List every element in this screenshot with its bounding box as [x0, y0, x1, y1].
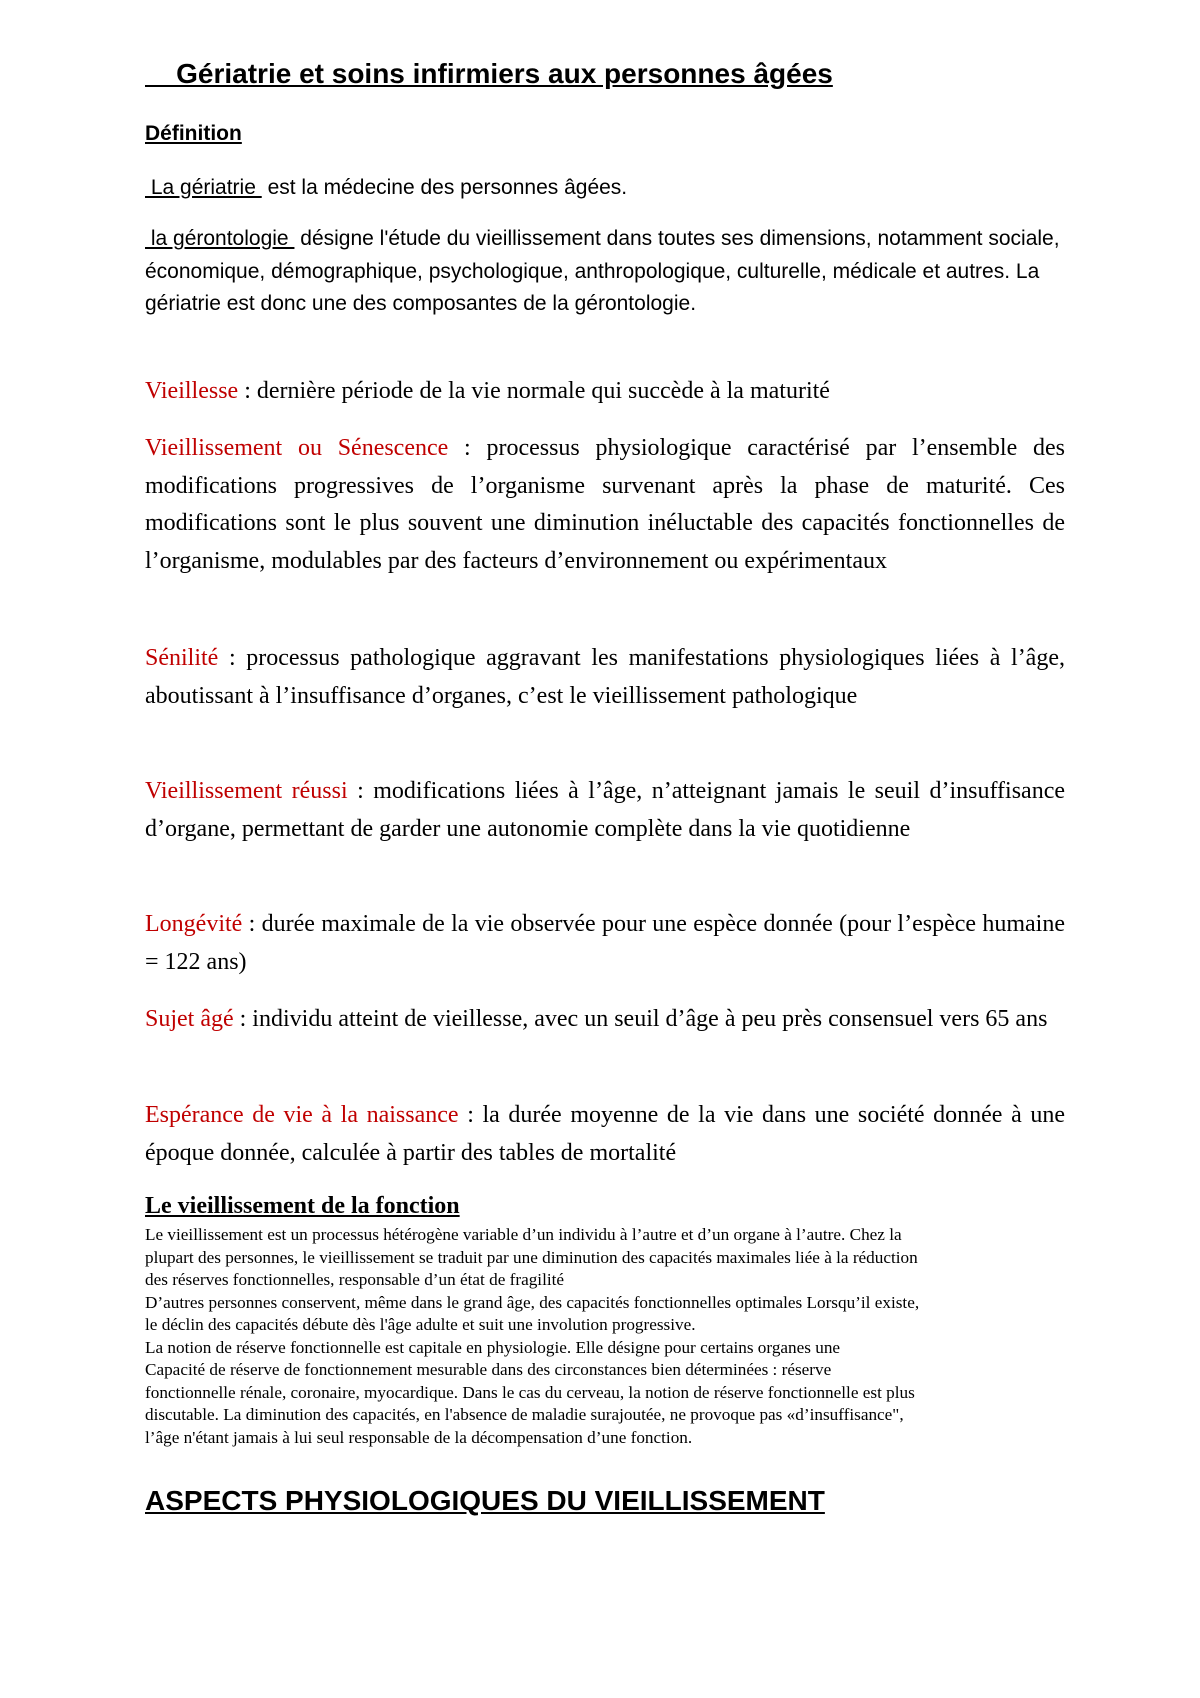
- geriatrie-text: est la médecine des personnes âgées.: [261, 176, 628, 199]
- section-line: plupart des personnes, le vieillissement se traduit par une diminution des capacités maximales liée à la réduction: [145, 1247, 918, 1267]
- section-heading: Le vieillissement de la fonction: [145, 1193, 460, 1219]
- definition-text: : processus pathologique aggravant les manifestations physiologiques liées à l’âge, aboutissant à l’insuffisance d’organes, c’est le vieillissement pathologique: [145, 645, 1065, 709]
- definition-heading: Définition: [145, 122, 242, 145]
- document-title: Gériatrie et soins infirmiers aux personnes âgées: [145, 58, 833, 89]
- definition-vieillissement-reussi: [145, 773, 1065, 848]
- definition-vieillissement: [145, 430, 1065, 580]
- definition-longevite: [145, 906, 1065, 981]
- section-line: discutable. La diminution des capacités, en l'absence de maladie surajoutée, ne provoque pas «d’insuffisance",: [145, 1405, 904, 1424]
- section-line: fonctionnelle rénale, coronaire, myocardique. Dans le cas du cerveau, la notion de réserve fonctionnelle est plus: [145, 1382, 915, 1402]
- gerontologie-term: la gérontologie: [145, 227, 295, 250]
- section-line: Capacité de réserve de fonctionnement mesurable dans des circonstances bien déterminées : réserve: [145, 1360, 832, 1379]
- definition-text: : individu atteint de vieillesse, avec un seuil d’âge à peu près consensuel vers 65 ans: [233, 1006, 1048, 1032]
- bottom-heading: ASPECTS PHYSIOLOGIQUES DU VIEILLISSEMENT: [145, 1485, 825, 1516]
- definition-term: Espérance de vie à la naissance: [145, 1102, 459, 1128]
- section-line: le déclin des capacités débute dès l'âge adulte et suit une involution progressive.: [145, 1315, 696, 1334]
- section-paragraph: [145, 1224, 1075, 1449]
- definition-term: Vieillesse: [145, 378, 239, 404]
- definition-text: : modifications liées à l’âge, n’atteignant jamais le seuil d’insuffisance d’organe, permettant de garder une autonomie complète dans la vie quotidienne: [145, 778, 1065, 842]
- section-line: La notion de réserve fonctionnelle est capitale en physiologie. Elle désigne pour certains organes une: [145, 1337, 841, 1357]
- section-line: l’âge n'étant jamais à lui seul responsable de la décompensation d’une fonction.: [145, 1427, 693, 1447]
- definition-text: : dernière période de la vie normale qui succède à la maturité: [238, 378, 830, 404]
- definition-text: : la durée moyenne de la vie dans une société donnée à une époque donnée, calculée à partir des tables de mortalité: [145, 1102, 1065, 1166]
- definition-text: : durée maximale de la vie observée pour une espèce donnée (pour l’espèce humaine = 122 ans): [145, 911, 1065, 975]
- section-line: D’autres personnes conservent, même dans le grand âge, des capacités fonctionnelles optimales Lorsqu’il existe,: [145, 1292, 920, 1312]
- gerontologie-text: désigne l'étude du vieillissement dans toutes ses dimensions, notamment sociale, économique, démographique, psychologique, anthropologique, culturelle, médicale et autres. La gériatrie est donc une des composantes de la gérontologie.: [145, 227, 1060, 315]
- definition-esperance-de-vie: [145, 1097, 1065, 1172]
- definition-senilite: [145, 640, 1065, 715]
- definition-text: : processus physiologique caractérisé par l’ensemble des modifications progressives de l’organisme survenant après la phase de maturité. Ces modifications sont le plus souvent une diminution inéluctable des capacités fonctionnelles de l’organisme, modulables par des facteurs d’environnement ou expérimentaux: [145, 435, 1065, 574]
- definition-term: Longévité: [145, 911, 243, 937]
- geriatrie-paragraph: [145, 172, 1065, 205]
- definition-term: Sénilité: [145, 645, 219, 671]
- definition-vieillesse: [145, 373, 1065, 411]
- section-line: des réserves fonctionnelles, responsable d’un état de fragilité: [145, 1270, 565, 1289]
- section-line: Le vieillissement est un processus hétérogène variable d’un individu à l’autre et d’un organe à l’autre. Chez la: [145, 1225, 902, 1244]
- geriatrie-term: La gériatrie: [145, 176, 262, 199]
- gerontologie-paragraph: [145, 223, 1065, 321]
- definition-term: Sujet âgé: [145, 1006, 234, 1032]
- definition-sujet-age: [145, 1001, 1065, 1039]
- definition-term: Vieillissement réussi: [145, 778, 348, 804]
- definition-term: Vieillissement ou Sénescence: [145, 435, 449, 461]
